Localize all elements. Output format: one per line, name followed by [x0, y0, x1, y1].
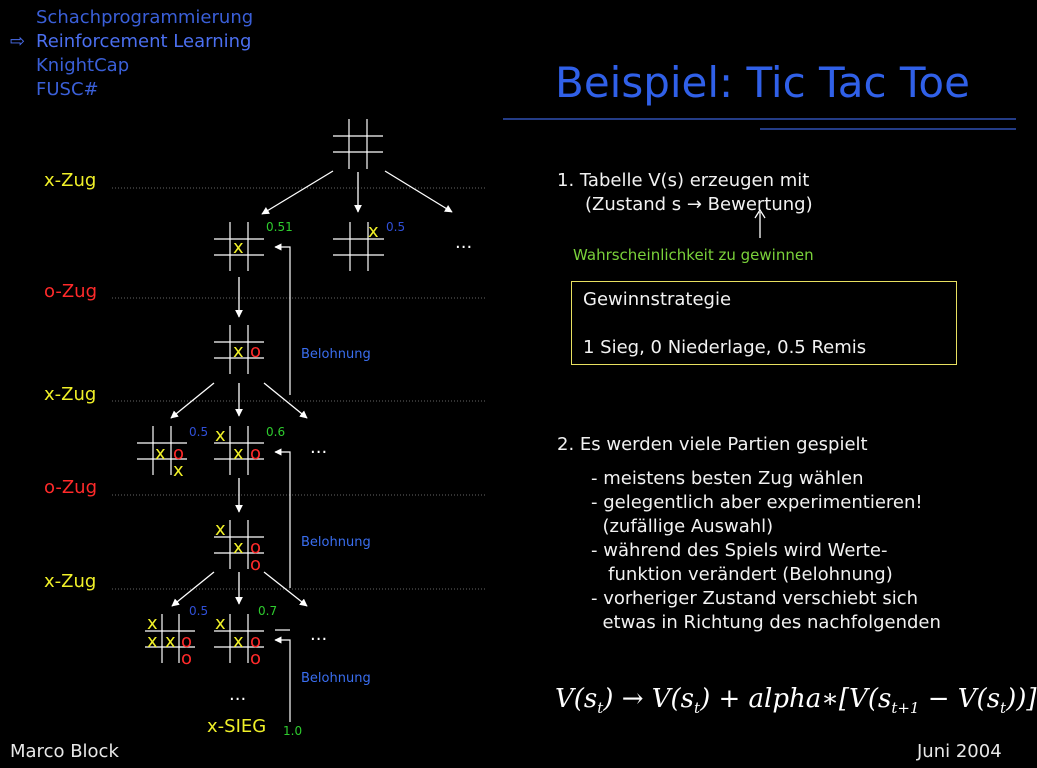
up-arrow-icon [750, 208, 770, 240]
nav-item-fusc[interactable]: FUSC# [36, 79, 99, 100]
reward-label: Belohnung [301, 535, 371, 550]
nav-active-arrow-icon: ⇨ [10, 31, 26, 52]
move-label-2: o-Zug [44, 281, 98, 302]
nav-item-knightcap[interactable]: KnightCap [36, 55, 130, 76]
move-label-4: o-Zug [44, 477, 98, 498]
mark-x: x [165, 631, 176, 652]
reward-label: Belohnung [301, 671, 371, 686]
value-label: 1.0 [283, 724, 303, 738]
mark-x: x [155, 443, 166, 464]
mark-x: x [147, 631, 158, 652]
mark-x: x [215, 613, 226, 634]
mark-x: x [173, 460, 184, 481]
mark-o: o [181, 631, 193, 652]
mark-x: x [233, 443, 244, 464]
reward-arrow-2 [275, 452, 290, 588]
mark-o: o [173, 443, 185, 464]
mark-o: o [250, 443, 262, 464]
edge-l4-l5c [264, 572, 307, 606]
board-root [333, 119, 383, 169]
value-label: 0.5 [189, 425, 209, 439]
mark-x: x [233, 341, 244, 362]
value-label: 0.5 [189, 604, 209, 618]
mark-o: o [250, 554, 262, 575]
value-label: 0.51 [266, 220, 293, 234]
mark-x: x [368, 221, 379, 242]
ellipsis: ... [455, 232, 473, 253]
value-label: 0.7 [258, 604, 278, 618]
strategy-title: Gewinnstrategie [583, 289, 732, 310]
edge-l2-l3c [264, 383, 307, 418]
mark-x: x [233, 537, 244, 558]
mark-o: o [250, 631, 262, 652]
step1-line1: 1. Tabelle V(s) erzeugen mit [557, 170, 810, 191]
nav-item-reinforcement[interactable]: Reinforcement Learning [36, 31, 252, 52]
page-title: Beispiel: Tic Tac Toe [555, 58, 970, 107]
bullet-item: - vorheriger Zustand verschiebt sich [591, 588, 919, 609]
mark-o: o [250, 341, 262, 362]
mark-x: x [147, 613, 158, 634]
edge-l2-l3a [171, 383, 214, 418]
probability-label: Wahrscheinlichkeit zu gewinnen [573, 246, 814, 264]
reward-arrow-3 [275, 640, 290, 722]
footer-date: Juni 2004 [917, 741, 1002, 762]
value-label: 0.6 [266, 425, 286, 439]
move-label-1: x-Zug [44, 170, 97, 191]
mark-o: o [181, 648, 193, 669]
ellipsis: ... [310, 437, 328, 458]
mark-x: x [215, 425, 226, 446]
step2-heading: 2. Es werden viele Partien gespielt [557, 434, 868, 455]
footer-author: Marco Block [10, 741, 119, 762]
mark-x: x [233, 631, 244, 652]
ellipsis: ... [229, 684, 247, 705]
win-label: x-SIEG [207, 716, 267, 737]
step1-line2: (Zustand s → Bewertung) [585, 194, 813, 215]
mark-o: o [250, 648, 262, 669]
strategy-rule: 1 Sieg, 0 Niederlage, 0.5 Remis [583, 337, 867, 358]
bullet-item: - gelegentlich aber experimentieren! [591, 492, 923, 513]
move-label-5: x-Zug [44, 571, 97, 592]
mark-o: o [250, 537, 262, 558]
bullet-item: etwas in Richtung des nachfolgenden [591, 612, 941, 633]
bullet-item: funktion verändert (Belohnung) [591, 564, 893, 585]
nav-item-schach[interactable]: Schachprogrammierung [36, 7, 254, 28]
edge-root-l1c [385, 171, 452, 212]
bullet-item: - während des Spiels wird Werte- [591, 540, 888, 561]
edge-root-l1a [262, 171, 333, 214]
bullet-item: - meistens besten Zug wählen [591, 468, 864, 489]
value-label: 0.5 [386, 220, 406, 234]
update-formula: $V(s_t) \to V(s_t)$ + $alpha∗[V(s_{t+1} - V(s_t))]$ [555, 684, 1037, 718]
bullet-item: (zufällige Auswahl) [591, 516, 774, 537]
reward-arrow-1 [275, 247, 290, 395]
move-label-3: x-Zug [44, 384, 97, 405]
reward-label: Belohnung [301, 347, 371, 362]
mark-x: x [215, 519, 226, 540]
mark-x: x [233, 237, 244, 258]
ellipsis: ... [310, 624, 328, 645]
